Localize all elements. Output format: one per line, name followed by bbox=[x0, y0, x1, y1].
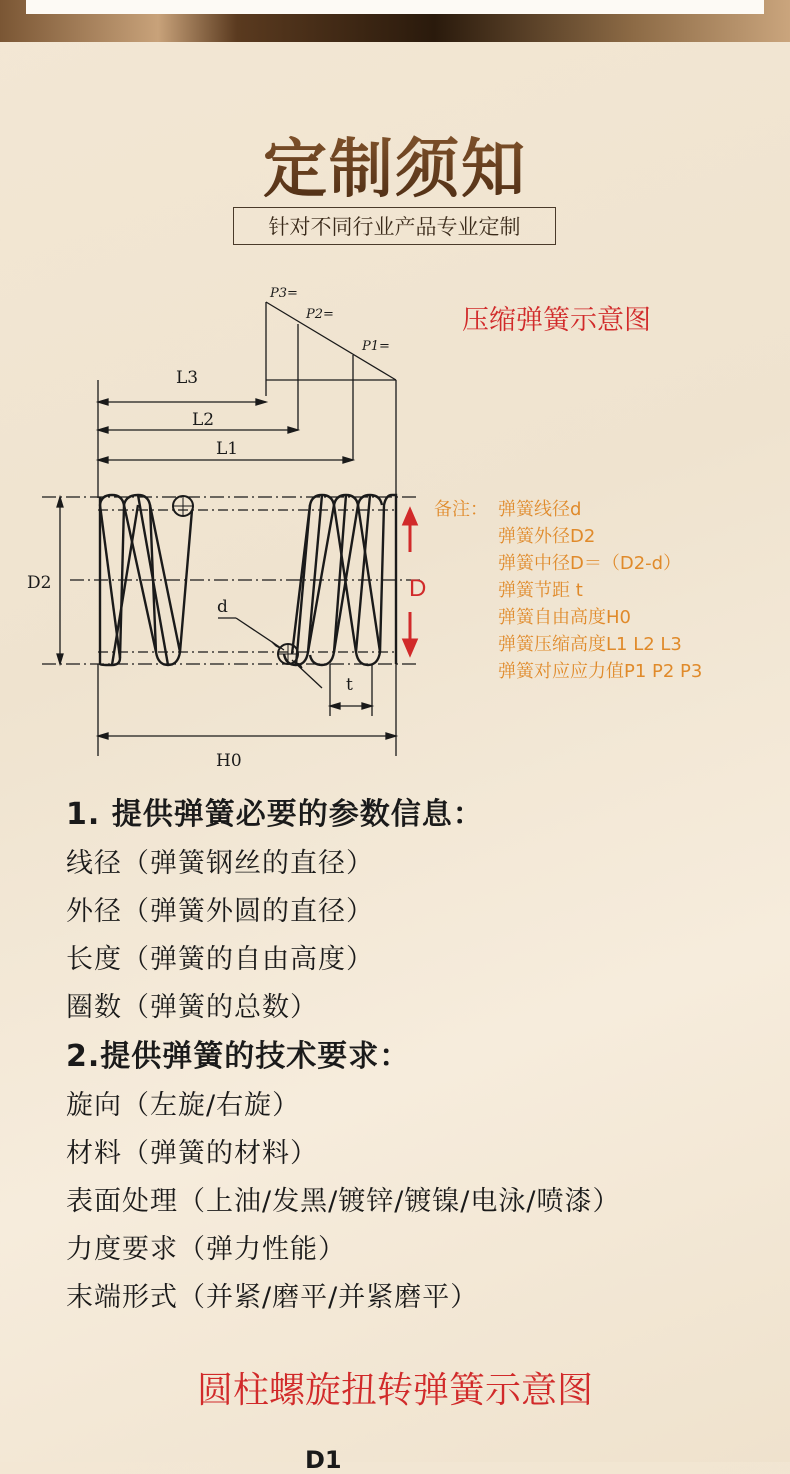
section1-item: 长度（弹簧的自由高度） bbox=[66, 944, 374, 975]
label-d: d bbox=[217, 597, 228, 617]
note-item: 弹簧外径D2 bbox=[498, 526, 596, 547]
page-title: 定制须知 bbox=[0, 118, 790, 210]
label-l2: L2 bbox=[192, 410, 215, 430]
note-item: 弹簧对应应力值P1 P2 P3 bbox=[498, 661, 703, 682]
notes-label: 备注： bbox=[434, 499, 488, 520]
section1-item: 线径（弹簧钢丝的直径） bbox=[66, 848, 374, 879]
section2-item: 表面处理（上油/发黑/镀锌/镀镍/电泳/喷漆） bbox=[66, 1186, 621, 1217]
page-subtitle: 针对不同行业产品专业定制 bbox=[233, 207, 556, 245]
label-p2: P2= bbox=[306, 307, 334, 322]
torsion-diagram-title: 圆柱螺旋扭转弹簧示意图 bbox=[196, 1370, 593, 1411]
note-item: 弹簧压缩高度L1 L2 L3 bbox=[498, 634, 682, 655]
label-p3: P3= bbox=[270, 286, 298, 301]
note-item: 弹簧自由高度H0 bbox=[498, 607, 631, 628]
label-d2: D2 bbox=[27, 573, 52, 593]
note-item: 弹簧中径D＝（D2-d） bbox=[498, 553, 682, 574]
label-big-d: D bbox=[409, 575, 427, 602]
compression-diagram-title: 压缩弹簧示意图 bbox=[462, 305, 651, 336]
label-l1: L1 bbox=[216, 439, 239, 459]
section2-item: 材料（弹簧的材料） bbox=[66, 1138, 318, 1169]
note-item: 弹簧线径d bbox=[498, 499, 582, 520]
section1-heading: 1. 提供弹簧必要的参数信息： bbox=[66, 797, 484, 832]
label-h0: H0 bbox=[216, 751, 242, 771]
label-l3: L3 bbox=[176, 368, 199, 388]
section2-item: 旋向（左旋/右旋） bbox=[66, 1090, 301, 1121]
section2-item: 力度要求（弹力性能） bbox=[66, 1234, 346, 1265]
section1-item: 外径（弹簧外圆的直径） bbox=[66, 896, 374, 927]
note-item: 弹簧节距 t bbox=[498, 580, 583, 601]
label-t: t bbox=[346, 675, 353, 695]
label-p1: P1= bbox=[362, 339, 390, 354]
top-banner bbox=[0, 0, 790, 42]
section1-item: 圈数（弹簧的总数） bbox=[66, 992, 318, 1023]
section2-item: 末端形式（并紧/磨平/并紧磨平） bbox=[66, 1282, 479, 1313]
section2-heading: 2.提供弹簧的技术要求： bbox=[66, 1039, 411, 1074]
parameter-requirements bbox=[66, 790, 620, 1322]
top-banner-panel bbox=[26, 0, 764, 14]
label-d1: D1 bbox=[305, 1446, 342, 1474]
